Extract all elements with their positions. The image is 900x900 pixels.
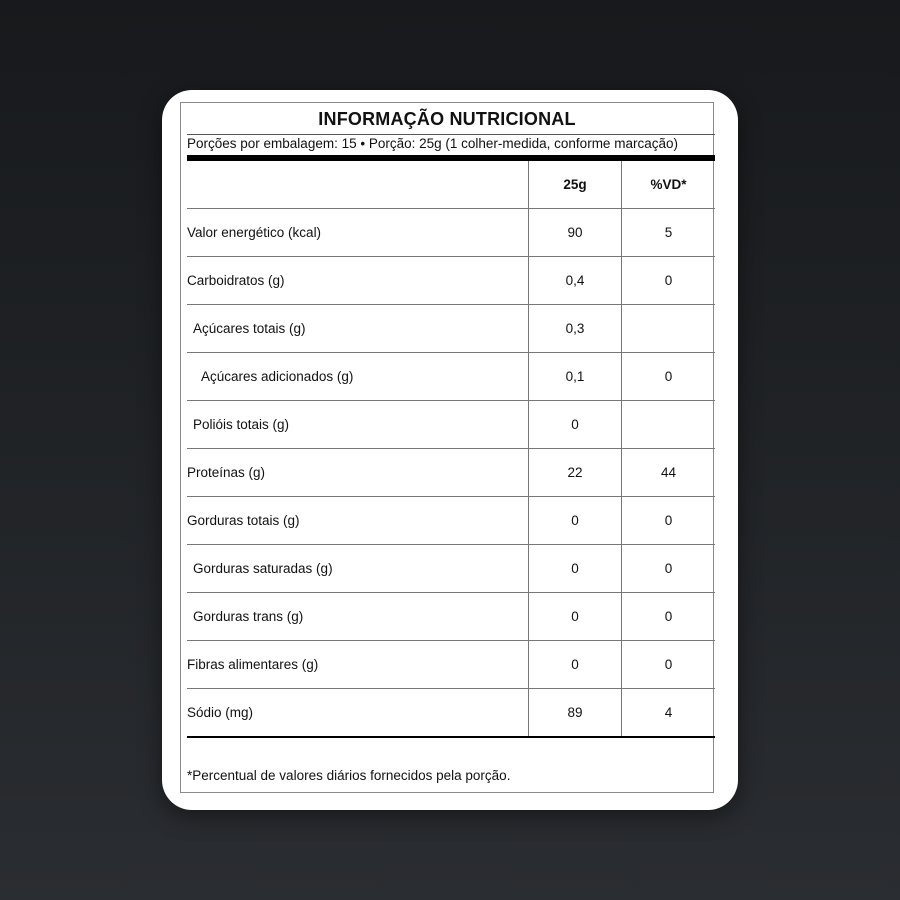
- nutrient-dv: 5: [622, 209, 716, 257]
- nutrient-name-cell: [187, 641, 529, 689]
- nutrient-name-cell: [187, 545, 529, 593]
- table-row: [187, 545, 715, 593]
- nutrient-dv: 44: [622, 449, 716, 497]
- header-nutrient: [187, 161, 529, 209]
- nutrient-name: Açúcares adicionados (g): [201, 369, 354, 384]
- header-amount: 25g: [529, 161, 622, 209]
- serving-info: Porções por embalagem: 15 • Porção: 25g (1 colher-medida, conforme marcação): [187, 136, 678, 151]
- nutrient-dv: 0: [622, 545, 716, 593]
- nutrient-dv: 0: [622, 353, 716, 401]
- nutrient-amount: 0: [529, 641, 622, 689]
- table-row: [187, 593, 715, 641]
- nutrient-name: Fibras alimentares (g): [187, 657, 319, 672]
- nutrient-amount: 89: [529, 689, 622, 738]
- header-dv: %VD*: [622, 161, 716, 209]
- nutrient-name: Proteínas (g): [187, 465, 266, 480]
- nutrient-name: Gorduras trans (g): [193, 609, 304, 624]
- nutrient-name-cell: [187, 353, 529, 401]
- nutrient-name: Carboidratos (g): [187, 273, 285, 288]
- nutrient-dv: 0: [622, 593, 716, 641]
- title-divider: [187, 134, 715, 135]
- nutrient-amount: 22: [529, 449, 622, 497]
- nutrient-amount: 90: [529, 209, 622, 257]
- nutrient-name-cell: [187, 689, 529, 738]
- nutrient-dv: 0: [622, 497, 716, 545]
- nutrient-name: Gorduras saturadas (g): [193, 561, 333, 576]
- nutrition-table: [187, 161, 715, 738]
- nutrient-dv: 4: [622, 689, 716, 738]
- nutrient-name: Gorduras totais (g): [187, 513, 300, 528]
- nutrient-dv: [622, 305, 716, 353]
- table-row: [187, 305, 715, 353]
- table-row: [187, 257, 715, 305]
- nutrient-name: Sódio (mg): [187, 705, 254, 720]
- table-row: [187, 353, 715, 401]
- nutrient-amount: 0,4: [529, 257, 622, 305]
- nutrient-amount: 0: [529, 545, 622, 593]
- nutrient-name-cell: [187, 401, 529, 449]
- table-row: [187, 401, 715, 449]
- nutrient-amount: 0: [529, 401, 622, 449]
- nutrient-name-cell: [187, 209, 529, 257]
- nutrient-amount: 0: [529, 497, 622, 545]
- nutrient-amount: 0,1: [529, 353, 622, 401]
- nutrient-amount: 0: [529, 593, 622, 641]
- footnote: *Percentual de valores diários fornecidos pela porção.: [187, 768, 511, 783]
- nutrient-name-cell: [187, 449, 529, 497]
- nutrient-name: Polióis totais (g): [193, 417, 290, 432]
- nutrient-name-cell: [187, 257, 529, 305]
- table-header-row: [187, 161, 715, 209]
- nutrient-name: Valor energético (kcal): [187, 225, 322, 240]
- table-row: [187, 689, 715, 738]
- nutrient-name: Açúcares totais (g): [193, 321, 306, 336]
- table-row: [187, 209, 715, 257]
- nutrient-dv: 0: [622, 257, 716, 305]
- label-card: [162, 90, 738, 810]
- nutrient-name-cell: [187, 497, 529, 545]
- nutrient-dv: [622, 401, 716, 449]
- table-row: [187, 641, 715, 689]
- table-row: [187, 449, 715, 497]
- nutrient-dv: 0: [622, 641, 716, 689]
- nutrition-label: [180, 102, 714, 793]
- nutrient-name-cell: [187, 305, 529, 353]
- nutrient-amount: 0,3: [529, 305, 622, 353]
- table-row: [187, 497, 715, 545]
- nutrient-name-cell: [187, 593, 529, 641]
- label-title: INFORMAÇÃO NUTRICIONAL: [318, 109, 576, 129]
